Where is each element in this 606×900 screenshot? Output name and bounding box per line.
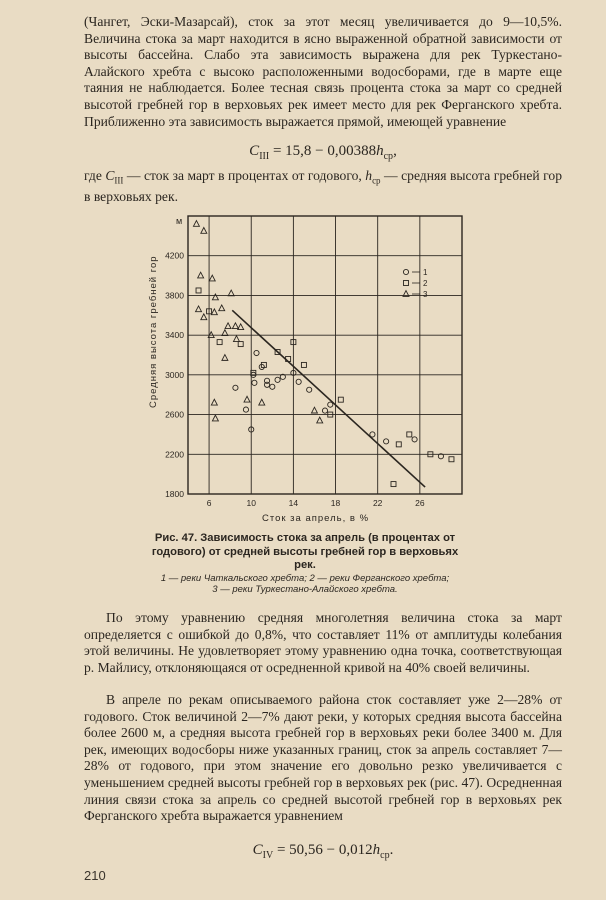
data-point-triangle — [222, 330, 228, 336]
x-tick-label: 6 — [206, 498, 212, 508]
data-point-triangle — [201, 227, 207, 233]
x-tick-label: 22 — [372, 498, 383, 508]
y-tick-label: 3800 — [165, 290, 184, 301]
data-point-circle — [252, 380, 257, 385]
paragraph-error: По этому уравнению средняя многолетняя величина стока за март определяется с ошибкой до 0,8%, что составляет 11% от амплитуды колебания этой величины. Не удовлетворяет этому уравнению одна точка, соответствующая р. Майлису, отклоняющаяся от осредненной кривой на 40% своей величины. — [84, 610, 562, 675]
y-tick-label: 3000 — [165, 369, 184, 380]
legend-marker-square — [404, 281, 409, 286]
scatter-chart — [140, 208, 480, 528]
legend-label: 1 — [423, 268, 428, 277]
data-point-triangle — [233, 336, 239, 342]
figure-caption: Рис. 47. Зависимость стока за апрель (в процентах от годового) от средней высоты гребней гор в верховьях рек. — [151, 532, 459, 571]
data-point-triangle — [212, 294, 218, 300]
chart-grid — [188, 216, 462, 494]
data-point-circle — [270, 384, 275, 389]
caption-legend-line-2: 3 — реки Туркестано-Алайского хребта. — [212, 584, 398, 595]
data-point-triangle — [311, 407, 317, 413]
data-point-triangle — [209, 275, 215, 281]
data-point-triangle — [244, 396, 250, 402]
data-point-square — [301, 362, 306, 367]
data-point-square — [196, 288, 201, 293]
page-number: 210 — [84, 868, 106, 883]
chart-legend — [403, 268, 428, 299]
data-point-triangle — [232, 323, 238, 329]
data-point-circle — [412, 437, 417, 442]
caption-legend-line-1: 1 — реки Чаткальского хребта; 2 — реки Ферганского хребта; — [160, 573, 450, 584]
data-point-square — [238, 342, 243, 347]
data-point-circle — [307, 387, 312, 392]
data-point-square — [338, 397, 343, 402]
data-point-square — [449, 457, 454, 462]
data-point-triangle — [196, 306, 202, 312]
data-point-triangle — [225, 323, 231, 329]
data-point-square — [407, 432, 412, 437]
y-tick-label: 1800 — [165, 489, 184, 499]
data-point-triangle — [317, 417, 323, 423]
data-point-square — [217, 340, 222, 345]
data-point-triangle — [222, 355, 228, 361]
formula-april: $C_{IV} = 50,56 - 0,012h_{ср}$. — [252, 842, 394, 861]
legend-label: 2 — [423, 279, 428, 288]
plot-frame — [188, 216, 462, 494]
x-tick-label: 14 — [288, 498, 299, 508]
data-point-triangle — [259, 399, 265, 405]
y-tick-label: 2200 — [165, 449, 184, 460]
legend-label: 3 — [423, 290, 428, 299]
data-point-circle — [233, 385, 238, 390]
y-unit-label: м — [176, 216, 183, 226]
data-point-triangle — [212, 415, 218, 421]
data-point-triangle — [201, 314, 207, 320]
y-tick-label: 3400 — [165, 330, 184, 341]
x-axis-label: Сток за апрель, в % — [262, 513, 370, 524]
data-point-circle — [322, 408, 327, 413]
chart-ticks — [165, 251, 425, 508]
paragraph-april: В апреле по рекам описываемого района сток составляет уже 2—28% от годового. Сток величиной 2—7% дают реки, у которых средняя высота бассейна более 2600 м, а средняя высота гребней гор в верховьях реки более 3400 м. Для рек, имеющих водосборы ниже указанных границ, сток за апрель составляет 7—28% от годового, при этом значение его довольно резко увеличивается с уменьшением средней высоты гребней гор в верховьях рек (рис. 47). Осредненная линия связи стока за апрель со средней высотой гребней гор в верховьях рек Ферганского хребта выражается уравнением — [84, 692, 562, 824]
data-point-circle — [384, 439, 389, 444]
y-tick-label: 4200 — [165, 250, 184, 261]
data-point-triangle — [211, 399, 217, 405]
data-point-square — [396, 442, 401, 447]
data-point-triangle — [198, 272, 204, 278]
trend-line — [232, 310, 425, 487]
data-point-square — [391, 482, 396, 487]
formula-march: $C_{III} = 15,8 - 0,00388h_{ср}$, — [249, 143, 397, 162]
data-point-triangle — [228, 290, 234, 296]
data-point-triangle — [238, 324, 244, 330]
y-axis-label: Средняя высота гребней гор — [148, 255, 159, 408]
x-tick-label: 26 — [415, 498, 425, 508]
chart-marks — [193, 221, 454, 488]
where-explanation: где $C_{III}$ — сток за март в процентах от годового, $h_{ср}$ — средняя высота гребней гор в верховьях рек. — [84, 168, 562, 205]
data-point-circle — [275, 377, 280, 382]
data-point-circle — [243, 407, 248, 412]
data-point-circle — [254, 350, 259, 355]
legend-marker-circle — [403, 269, 408, 274]
data-point-circle — [296, 379, 301, 384]
x-tick-label: 10 — [246, 498, 256, 508]
top-paragraph: (Чангет, Эски-Мазарсай), сток за этот месяц увеличивается до 9—10,5%. Величина стока за март находится в ясно выраженной обратной зависимости от высоты бассейна. Слабо эта зависимость выражена для рек Туркестано-Алайского хребта с высоко расположенными водосборами, где в марте еще таяния не наблюдается. Более тесная связь процента стока за март со средней высотой гребней гор в верховьях рек имеет место для рек Ферганского хребта. Приближенно эта зависимость выражается прямой, имеющей уравнение — [84, 14, 562, 129]
data-point-triangle — [211, 309, 217, 315]
data-point-triangle — [193, 221, 199, 227]
data-point-triangle — [219, 305, 225, 311]
x-tick-label: 18 — [330, 498, 341, 508]
y-tick-label: 2600 — [165, 409, 184, 420]
